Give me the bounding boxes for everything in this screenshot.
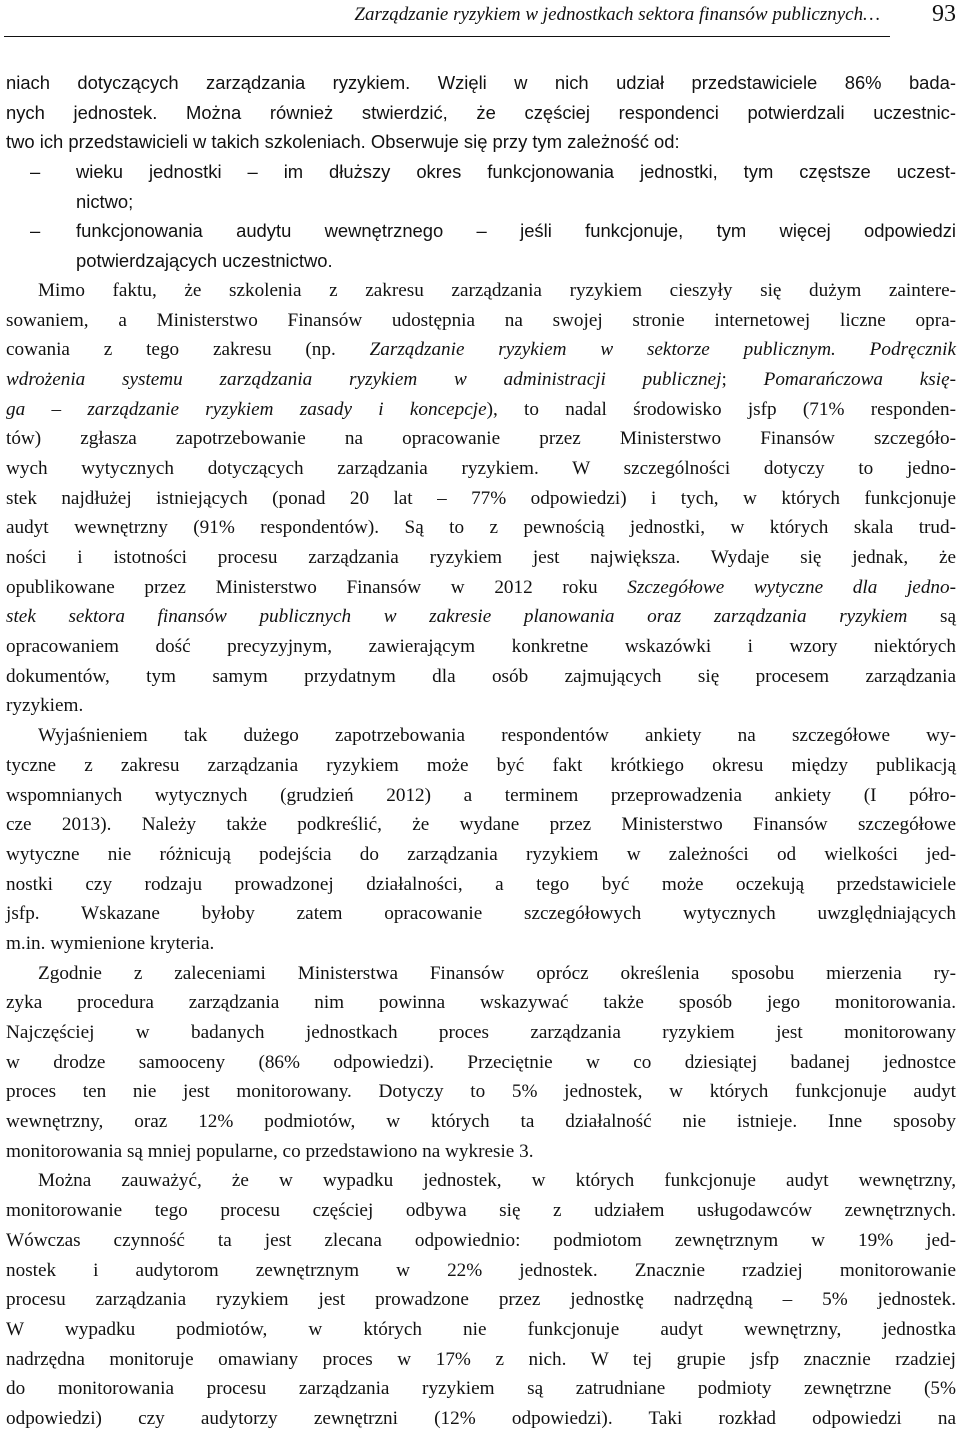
text-span: Wówczas czynność ta jest zlecana odpowiednio: podmiotom zewnętrznym w 19% jed- bbox=[6, 1229, 956, 1251]
text-span: Zgodnie z zaleceniami Ministerstwa Finansów oprócz określenia sposobu mierzenia ry- bbox=[38, 962, 956, 984]
text-line bbox=[6, 662, 956, 692]
text-span: two ich przedstawicieli w takich szkoleniach. bbox=[6, 131, 371, 153]
text-line bbox=[6, 335, 956, 365]
text-span: ), to nadal środowisko jsfp (71% responden- bbox=[486, 398, 956, 420]
text-span: wspomnianych wytycznych (grudzień 2012) a terminem przeprowadzenia ankiety (I półro- bbox=[6, 784, 956, 806]
text-line bbox=[6, 870, 956, 900]
text-line bbox=[6, 1166, 956, 1196]
page-number: 93 bbox=[932, 1, 956, 27]
text-span: nostki czy rodzaju prowadzonej działalności, a tego być może oczekują przedstawiciele bbox=[6, 873, 956, 895]
text-line bbox=[6, 454, 956, 484]
text-span: w drodze samooceny (86% odpowiedzi). Przeciętnie w co dziesiątej badanej jednostce bbox=[6, 1051, 956, 1073]
text-span: Wyjaśnieniem tak dużego zapotrzebowania respondentów ankiety na szczegółowe wy- bbox=[38, 725, 956, 747]
text-span: ryzykiem. bbox=[6, 695, 84, 717]
text-line bbox=[6, 1107, 956, 1137]
italic-span: Zarządzanie ryzykiem w sektorze publicznym. Podręcznik bbox=[369, 339, 956, 361]
text-line bbox=[6, 513, 956, 543]
list-dash: – bbox=[30, 220, 41, 242]
text-span: nych jednostek. Można również stwierdzić, że częściej respondenci potwierdzali uczestnic- bbox=[6, 101, 956, 123]
text-span: tów) zgłasza zapotrzebowanie na opracowanie przez Ministerstwo Finansów szczegóło- bbox=[6, 428, 956, 450]
text-line bbox=[6, 98, 956, 128]
text-span: wytyczne nie różnicują podejścia do zarządzania ryzykiem w zależności od wielkości jed- bbox=[6, 843, 956, 865]
text-line bbox=[6, 899, 956, 929]
text-span: nictwo; bbox=[76, 190, 134, 212]
text-line bbox=[6, 1137, 956, 1167]
text-line bbox=[6, 751, 956, 781]
text-line bbox=[6, 781, 956, 811]
italic-span: Pomarańczowa księ- bbox=[763, 368, 956, 390]
text-line bbox=[6, 1256, 956, 1286]
text-line bbox=[6, 840, 956, 870]
text-line bbox=[6, 691, 956, 721]
text-line bbox=[6, 988, 956, 1018]
text-span: ności i istotności procesu zarządzania ryzykiem jest największa. Wydaje się jednak, że bbox=[6, 547, 956, 568]
italic-span: Szczegółowe wytyczne dla jedno- bbox=[627, 576, 956, 598]
text-line bbox=[6, 1345, 956, 1375]
running-header bbox=[0, 0, 960, 40]
text-span: cze 2013). Należy także podkreślić, że wydane przez Ministerstwo Finansów szczegółowe bbox=[6, 814, 956, 836]
text-span: jsfp. Wskazane byłoby zatem opracowanie szczegółowych wytycznych uwzględniających bbox=[6, 903, 956, 925]
text-line bbox=[6, 276, 956, 306]
text-span: ; bbox=[721, 368, 764, 390]
text-span: odpowiedzi) czy audytorzy zewnętrzni (12% odpowiedzi). Taki rozkład odpowiedzi na bbox=[6, 1407, 956, 1429]
text-span: sowaniem, a Ministerstwo Finansów udostępnia na swojej stronie internetowej liczne opra- bbox=[6, 309, 956, 331]
text-span: dokumentów, tym samym przydatnym dla osób zajmujących się procesem zarządzania bbox=[6, 665, 956, 687]
text-line bbox=[6, 929, 956, 959]
text-line bbox=[6, 602, 956, 632]
text-span: monitorowania są mniej popularne, co przedstawiono na wykresie 3. bbox=[6, 1140, 534, 1162]
text-line bbox=[6, 246, 956, 276]
text-line bbox=[6, 127, 956, 157]
text-span: opracowaniem dość precyzyjnym, zawierającym konkretne wskazówki i wzory niektórych bbox=[6, 636, 956, 658]
list-dash: – bbox=[30, 161, 41, 183]
text-span: Można zauważyć, że w wypadku jednostek, w których funkcjonuje audyt wewnętrzny, bbox=[38, 1170, 956, 1192]
body-text bbox=[6, 68, 956, 1434]
text-span: niach dotyczących zarządzania ryzykiem. Wzięli w nich udział przedstawiciele 86% bada- bbox=[6, 72, 956, 93]
text-line bbox=[6, 1018, 956, 1048]
text-span: Mimo faktu, że szkolenia z zakresu zarządzania ryzykiem cieszyły się dużym zaintere- bbox=[38, 279, 956, 301]
text-line bbox=[6, 365, 956, 395]
text-span: W wypadku podmiotów, w których nie funkcjonuje audyt wewnętrzny, jednostka bbox=[6, 1318, 956, 1340]
text-line bbox=[6, 810, 956, 840]
text-line bbox=[6, 306, 956, 336]
text-span: Najczęściej w badanych jednostkach proces zarządzania ryzykiem jest monitorowany bbox=[6, 1022, 956, 1043]
text-line bbox=[6, 573, 956, 603]
text-span: potwierdzających uczestnictwo. bbox=[76, 250, 333, 272]
text-line bbox=[6, 1048, 956, 1078]
text-span: opublikowane przez Ministerstwo Finansów w 2012 roku bbox=[6, 576, 628, 598]
italic-span: ga – zarządzanie ryzykiem zasady i koncepcje bbox=[6, 398, 487, 420]
text-line bbox=[6, 68, 956, 98]
text-line bbox=[6, 1285, 956, 1315]
text-span: m.in. wymienione kryteria. bbox=[6, 932, 215, 954]
header-rule bbox=[4, 36, 890, 37]
text-span: tyczne z zakresu zarządzania ryzykiem może być fakt krótkiego okresu między publikacją bbox=[6, 754, 956, 776]
text-line bbox=[6, 1196, 956, 1226]
text-span: stek najdłużej istniejących (ponad 20 lat – 77% odpowiedzi) i tych, w których funkcjonuje bbox=[6, 487, 956, 509]
text-span: są bbox=[907, 606, 956, 628]
text-line bbox=[6, 1315, 956, 1345]
text-span: wieku jednostki – im dłuższy okres funkcjonowania jednostki, tym częstsze uczest- bbox=[76, 161, 956, 183]
text-span: wych wytycznych dotyczących zarządzania ryzykiem. W szczególności dotyczy to jedno- bbox=[6, 457, 956, 479]
text-line bbox=[6, 959, 956, 989]
text-span: zyka procedura zarządzania nim powinna wskazywać także sposób jego monitorowania. bbox=[6, 992, 956, 1014]
text-line bbox=[6, 1226, 956, 1256]
text-line bbox=[6, 484, 956, 514]
text-line bbox=[6, 721, 956, 751]
text-span: monitorowanie tego procesu częściej odbywa się z udziałem usługodawców zewnętrznych. bbox=[6, 1200, 956, 1222]
text-span: nadrzędna monitoruje omawiany proces w 17% z nich. W tej grupie jsfp znacznie rzadziej bbox=[6, 1348, 956, 1370]
text-line bbox=[6, 395, 956, 425]
running-title: Zarządzanie ryzykiem w jednostkach sektora finansów publicznych… bbox=[354, 4, 880, 25]
text-line bbox=[6, 187, 956, 217]
text-line bbox=[6, 1404, 956, 1434]
list-item-line bbox=[6, 157, 956, 187]
text-line bbox=[6, 632, 956, 662]
text-line bbox=[6, 1374, 956, 1404]
text-span: do monitorowania procesu zarządzania ryzykiem są zatrudniane podmioty zewnętrzne (5% bbox=[6, 1378, 956, 1400]
text-line bbox=[6, 424, 956, 454]
text-span: nostek i audytorom zewnętrznym w 22% jednostek. Znacznie rzadziej monitorowanie bbox=[6, 1259, 956, 1281]
text-span: procesu zarządzania ryzykiem jest prowadzone przez jednostkę nadrzędną – 5% jednostek. bbox=[6, 1289, 956, 1311]
text-span: cowania z tego zakresu (np. bbox=[6, 339, 370, 361]
text-span: proces ten nie jest monitorowany. Dotyczy to 5% jednostek, w których funkcjonuje audyt bbox=[6, 1081, 956, 1103]
italic-span: stek sektora finansów publicznych w zakresie planowania oraz zarządzania ryzykiem bbox=[6, 606, 908, 628]
italic-span: wdrożenia systemu zarządzania ryzykiem w administracji publicznej bbox=[6, 368, 722, 390]
text-span: Obserwuje się przy tym zależność od: bbox=[370, 131, 680, 153]
text-span: audyt wewnętrzny (91% respondentów). Są to z pewnością jednostki, w których skala trud- bbox=[6, 517, 956, 539]
text-span: wewnętrzny, oraz 12% podmiotów, w których ta działalność nie istnieje. Inne sposoby bbox=[6, 1111, 956, 1133]
list-item-line bbox=[6, 216, 956, 246]
text-line bbox=[6, 543, 956, 573]
text-line bbox=[6, 1077, 956, 1107]
text-span: funkcjonowania audytu wewnętrznego – jeśli funkcjonuje, tym więcej odpowiedzi bbox=[76, 220, 956, 242]
